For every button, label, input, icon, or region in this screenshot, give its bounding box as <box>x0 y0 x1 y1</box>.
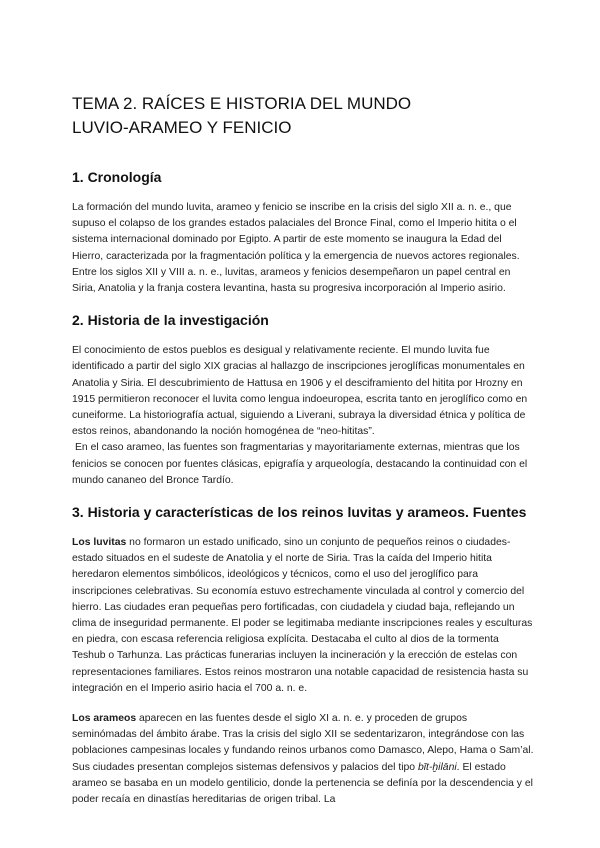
paragraph-text: aparecen en las fuentes desde el siglo XI a. n. e. y proceden de grupos seminómadas del ámbito árabe. Tras la crisis del siglo XII se sedentarizaron, integrándose con las poblaciones campesinas locales y fundando reinos urbanos como Damasco, Alepo, Hama o Sam’al. Sus ciudades presentan complejos sistemas defensivos y palacios del tipo <box>72 713 534 773</box>
section-heading: 3. Historia y características de los reinos luvitas y arameos. Fuentes <box>72 504 527 521</box>
paragraph: La formación del mundo luvita, arameo y fenicio se inscribe en la crisis del siglo XII a. n. e., que supuso el colapso de los grandes estados palaciales del Bronce Final, como el Imperio hitita o el sistema internacional dominado por Egipto. A partir de este momento se inaugura la Edad del Hierro, caracterizada por la fragmentación política y la emergencia de nuevos actores regionales. Entre los siglos XII y VIII a. n. e., luvitas, arameos y fenicios desempeñaron un papel central en Siria, Anatolia y la franja costera levantina, hasta su progresiva incorporación al Imperio asirio. <box>72 202 520 295</box>
section-heading: 2. Historia de la investigación <box>72 312 269 329</box>
document-title <box>72 92 534 140</box>
title-line-2: LUVIO-ARAMEO Y FENICIO <box>72 118 292 137</box>
italic-term: bīt-ḫilāni <box>417 761 457 773</box>
section-reinos-luvitas-arameos <box>72 503 534 808</box>
section-historia-investigacion <box>72 311 534 489</box>
section-cronologia <box>72 168 534 297</box>
paragraph-text: . El estado arameo se basaba en un modelo gentilicio, donde la pertenencia se definía por la descendencia y el poder recaía en dinastías hereditarias de origen tribal. La <box>72 761 533 806</box>
bold-term: Los luvitas <box>72 537 127 549</box>
bold-term: Los arameos <box>72 713 137 725</box>
section-heading: 1. Cronología <box>72 169 162 185</box>
paragraph-arameos <box>72 711 534 808</box>
paragraph: El conocimiento de estos pueblos es desigual y relativamente reciente. El mundo luvita fue identificado a partir del siglo XIX gracias al hallazgo de inscripciones jeroglíficas monumentales en Anatolia y Siria. El descubrimiento de Hattusa en 1906 y el desciframiento del hitita por Hrozny en 1915 permitieron reconocer el luvita como lengua indoeuropea, escrita tanto en jeroglífico como en cuneiforme. La historiografía actual, siguiendo a Liverani, subraya la diversidad étnica y política de estos reinos, abandonando la noción homogénea de “neo-hititas”. <box>72 345 528 438</box>
paragraph-text: no formaron un estado unificado, sino un conjunto de pequeños reinos o ciudades-estado situados en el sudeste de Anatolia y el norte de Siria. Tras la caída del Imperio hitita heredaron elementos simbólicos, ideológicos y técnicos, como el uso del jeroglífico para inscripciones celebrativas. Su economía estuvo estrechamente vinculada al control y comercio del hierro. Las ciudades eran pequeñas pero fortificadas, con ciudadela y ciudad baja, reflejando un clima de inseguridad permanente. El poder se legitimaba mediante inscripciones reales y esculturas en piedra, con escasa referencia religiosa explícita. Destacaba el culto al dios de la tormenta Teshub o Tarhunza. Las prácticas funerarias incluyen la incineración y la erección de estelas con representaciones familiares. Estos reinos mostraron una notable capacidad de resistencia hasta su integración en el Imperio asirio hacia el 700 a. n. e. <box>72 537 533 694</box>
paragraph-luvitas <box>72 535 534 697</box>
title-line-1: TEMA 2. RAÍCES E HISTORIA DEL MUNDO <box>72 94 412 113</box>
paragraph: En el caso arameo, las fuentes son fragmentarias y mayoritariamente externas, mientras que los fenicios se conocen por fuentes clásicas, epigrafía y arqueología, destacando la continuidad con el mundo cananeo del Bronce Tardío. <box>72 442 528 486</box>
